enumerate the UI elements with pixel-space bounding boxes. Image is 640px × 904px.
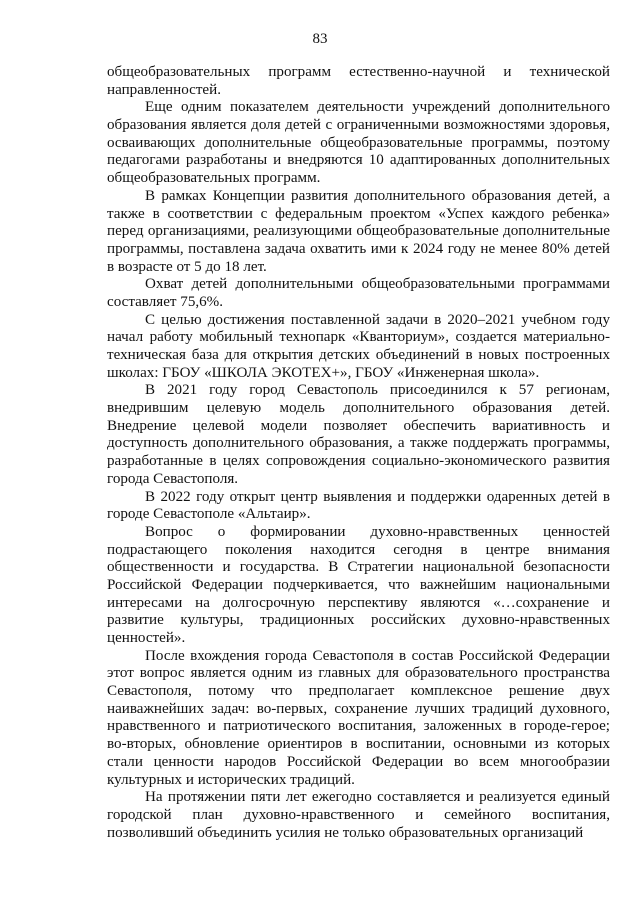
paragraph: Еще одним показателем деятельности учреждений дополнительного образования является доля детей с ограниченными возможностями здоровья, осваивающих дополнительные общеобразовательные программы, поэтому педагогами разработаны и внедряются 10 адаптированных дополнительных общеобразовательных программ. (107, 99, 610, 187)
paragraph: Охват детей дополнительными общеобразовательными программами составляет 75,6%. (107, 276, 610, 310)
page-number: 83 (312, 31, 328, 47)
text-body (107, 64, 610, 842)
paragraph-last: На протяжении пяти лет ежегодно составляется и реализуется единый городской план духовно-нравственного и семейного воспитания, позволивший объединить усилия не только образовательных организаций (107, 789, 610, 841)
paragraph: С целью достижения поставленной задачи в 2020–2021 учебном году начал работу мобильный технопарк «Кванториум», создается материально-техническая база для открытия детских объединений в новых построенных школах: ГБОУ «ШКОЛА ЭКОТЕХ+», ГБОУ «Инженерная школа». (107, 311, 610, 381)
paragraph: В 2022 году открыт центр выявления и поддержки одаренных детей в городе Севастополе «Альтаир». (107, 488, 610, 523)
paragraph: После вхождения города Севастополя в состав Российской Федерации этот вопрос является одним из главных для образовательного пространства Севастополя, потому что предполагает комплексное решение двух наиважнейших задач: во-первых, сохранение лучших традиций духовного, нравственного и патриотического воспитания, заложенных в городе-герое; во-вторых, обновление ориентиров в воспитании, основными из которых стали ценности народов Российской Федерации во всем многообразии культурных и исторических традиций. (107, 647, 610, 788)
paragraph-continuation: общеобразовательных программ естественно-научной и технической направленностей. (107, 64, 610, 98)
paragraph: В рамках Концепции развития дополнительного образования детей, а также в соответствии с федеральным проектом «Успех каждого ребенка» перед организациями, реализующими общеобразовательные дополнительные программы, поставлена задача охватить ими к 2024 году не менее 80% детей в возрасте от 5 до 18 лет. (107, 187, 610, 275)
paragraph: В 2021 году город Севастополь присоединился к 57 регионам, внедрившим целевую модель дополнительного образования детей. Внедрение целевой модели позволяет обеспечить вариативность и доступность дополнительного образования, а также поддержать программы, разработанные в целях сопровождения социально-экономического развития города Севастополя. (107, 382, 610, 487)
paragraph: Вопрос о формировании духовно-нравственных ценностей подрастающего поколения находится сегодня в центре внимания общественности и государства. В Стратегии национальной безопасности Российской Федерации подчеркивается, что важнейшим национальными интересами на долгосрочную перспективу являются «…сохранение и развитие культуры, традиционных российских духовно-нравственных ценностей». (107, 523, 610, 646)
